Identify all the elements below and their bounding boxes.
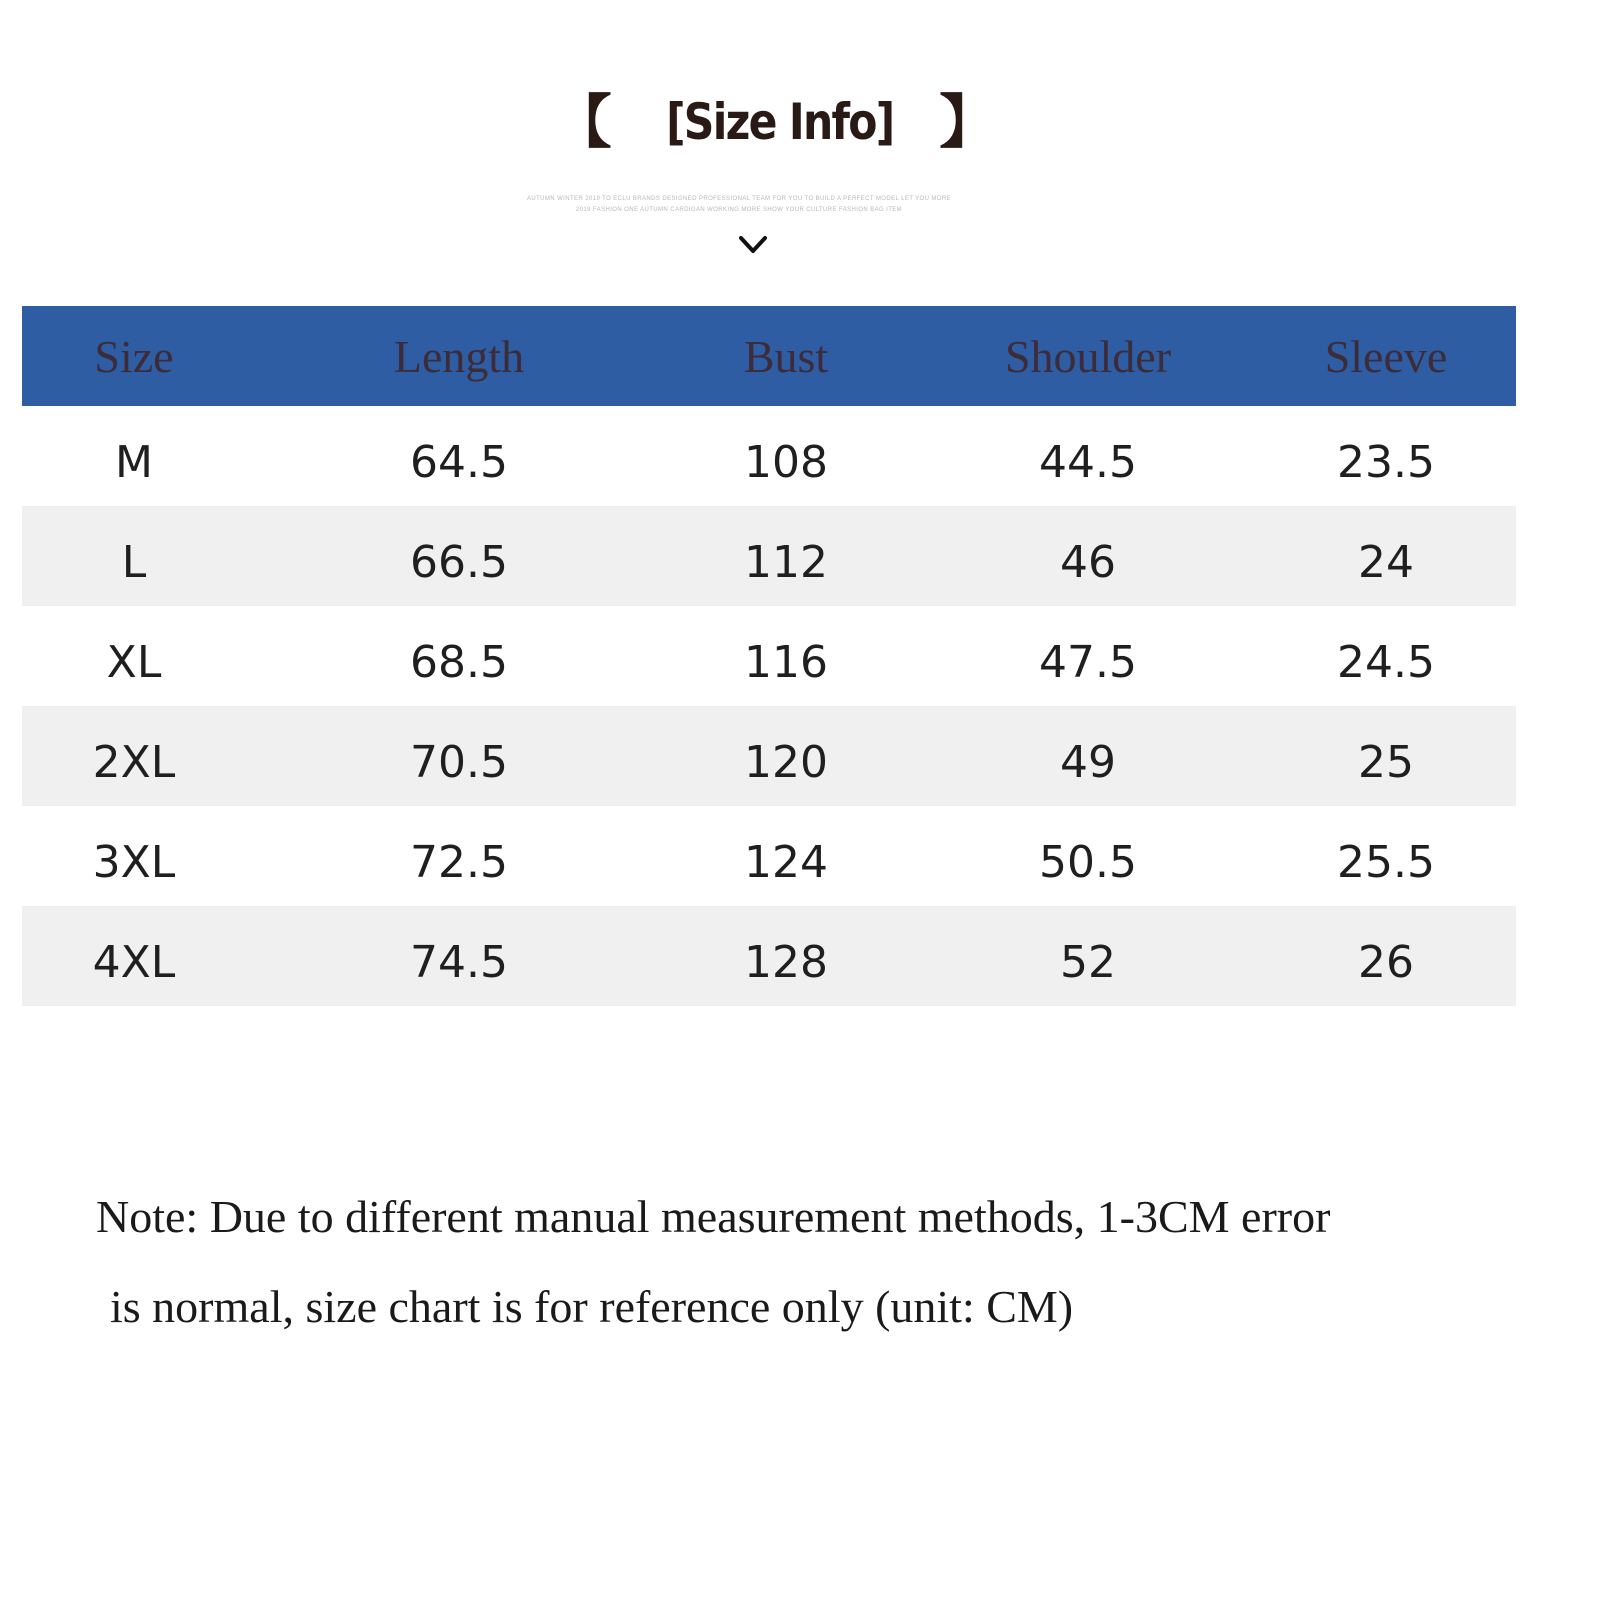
cell-length: 70.5 xyxy=(410,736,508,788)
cell-length: 64.5 xyxy=(410,436,508,488)
cell-size: M xyxy=(115,436,153,488)
cell-shoulder: 44.5 xyxy=(1039,436,1137,488)
cell-shoulder: 49 xyxy=(1060,736,1116,788)
cell-size: XL xyxy=(106,636,162,688)
fine-print-line: 2019 FASHION ONE AUTUMN CARDIGAN WORKING MORE SHOW YOUR CULTURE FASHION BAG ITEM xyxy=(575,207,903,213)
cell-sleeve: 24.5 xyxy=(1337,636,1435,688)
cell-bust: 124 xyxy=(744,836,828,888)
cell-sleeve: 26 xyxy=(1358,936,1414,988)
table-row xyxy=(22,406,1516,506)
table-header xyxy=(22,306,1516,406)
fine-print-line: AUTUMN WINTER 2019 TO ECLU BRANDS DESIGNED PROFESSIONAL TEAM FOR YOU TO BUILD A PERFECT MODEL LET YOU MORE xyxy=(526,196,952,202)
cell-shoulder: 46 xyxy=(1060,536,1116,588)
table-row xyxy=(22,906,1516,1006)
cell-length: 66.5 xyxy=(410,536,508,588)
cell-sleeve: 23.5 xyxy=(1337,436,1435,488)
cell-sleeve: 25.5 xyxy=(1337,836,1435,888)
subtitle-fine-print xyxy=(466,194,1012,216)
size-table xyxy=(22,306,1516,1006)
table-row xyxy=(22,506,1516,606)
note-line: Note: Due to different manual measurement methods, 1-3CM error xyxy=(96,1191,1331,1242)
table-row xyxy=(22,606,1516,706)
cell-bust: 112 xyxy=(744,536,828,588)
cell-bust: 108 xyxy=(744,436,828,488)
cell-length: 74.5 xyxy=(410,936,508,988)
cell-bust: 120 xyxy=(744,736,828,788)
cell-size: 3XL xyxy=(92,836,176,888)
cell-size: 4XL xyxy=(92,936,176,988)
cell-length: 72.5 xyxy=(410,836,508,888)
column-header-shoulder: Shoulder xyxy=(1004,330,1172,382)
page-title xyxy=(0,82,1551,162)
cell-size: 2XL xyxy=(92,736,176,788)
cell-sleeve: 24 xyxy=(1358,536,1414,588)
cell-shoulder: 52 xyxy=(1060,936,1116,988)
cell-shoulder: 50.5 xyxy=(1039,836,1137,888)
column-header-sleeve: Sleeve xyxy=(1324,330,1448,382)
cell-bust: 128 xyxy=(744,936,828,988)
column-header-bust: Bust xyxy=(743,330,829,382)
cell-bust: 116 xyxy=(744,636,828,688)
title-right-bracket: 】 xyxy=(939,88,998,156)
cell-shoulder: 47.5 xyxy=(1039,636,1137,688)
title-left-bracket: 【 xyxy=(553,88,612,156)
note-line: is normal, size chart is for reference only (unit: CM) xyxy=(110,1281,1074,1332)
title-text: [Size Info] xyxy=(665,93,894,151)
table-row xyxy=(22,706,1516,806)
cell-length: 68.5 xyxy=(410,636,508,688)
column-header-size: Size xyxy=(94,330,174,382)
cell-size: L xyxy=(121,536,147,588)
cell-sleeve: 25 xyxy=(1358,736,1414,788)
size-note xyxy=(96,1172,1516,1352)
table-row xyxy=(22,806,1516,906)
column-header-length: Length xyxy=(393,330,525,382)
chevron-down-icon xyxy=(736,232,770,258)
